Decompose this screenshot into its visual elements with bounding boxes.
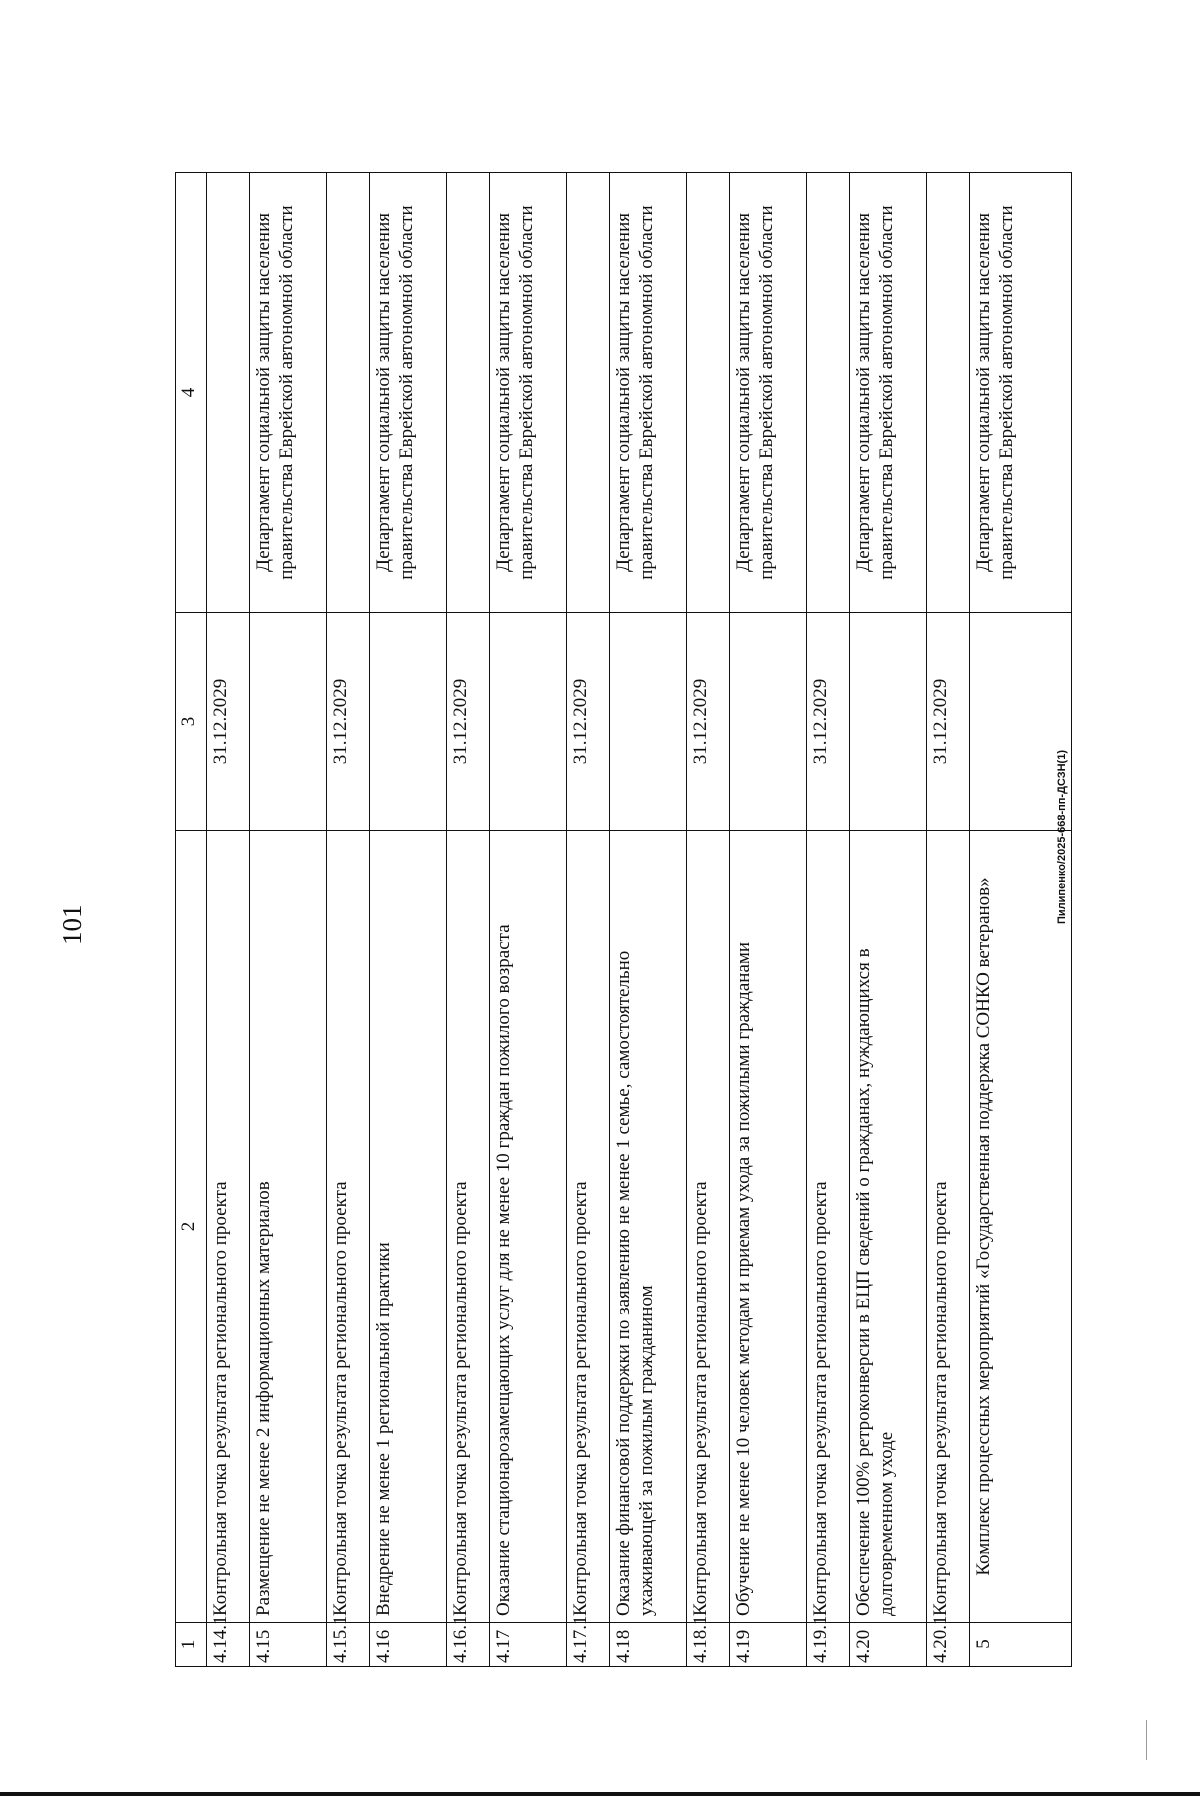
row-deadline: 31.12.2029 — [207, 613, 250, 831]
row-description: Обеспечение 100% ретроконверсии в ЕЦП сведений о гражданах, нуждающихся в долговременном уходе — [850, 831, 927, 1623]
header-cell-3: 3 — [176, 613, 207, 831]
table-row — [567, 173, 610, 1667]
table-row — [250, 173, 327, 1667]
row-description: Контрольная точка результата регионального проекта — [327, 831, 370, 1623]
row-deadline — [490, 613, 567, 831]
row-deadline — [250, 613, 327, 831]
plan-table — [175, 172, 1072, 1667]
row-responsible: Департамент социальной защиты населения правительства Еврейской автономной области — [370, 173, 447, 613]
row-description: Оказание стационарозамещающих услуг для не менее 10 граждан пожилого возраста — [490, 831, 567, 1623]
row-deadline: 31.12.2029 — [567, 613, 610, 831]
row-responsible — [687, 173, 730, 613]
row-description: Контрольная точка результата регионального проекта — [567, 831, 610, 1623]
table-row — [850, 173, 927, 1667]
table-row — [807, 173, 850, 1667]
row-responsible — [327, 173, 370, 613]
row-responsible: Департамент социальной защиты населения правительства Еврейской автономной области — [730, 173, 807, 613]
scan-edge-line — [0, 1792, 1200, 1796]
row-number: 4.18 — [610, 1623, 687, 1667]
row-description: Контрольная точка результата регионального проекта — [927, 831, 970, 1623]
row-description: Контрольная точка результата регионального проекта — [447, 831, 490, 1623]
row-number: 5 — [970, 1623, 1072, 1667]
row-description: Внедрение не менее 1 региональной практики — [370, 831, 447, 1623]
page-number: 101 — [57, 904, 87, 945]
row-number: 4.14.1 — [207, 1623, 250, 1667]
table-row — [687, 173, 730, 1667]
table-row — [610, 173, 687, 1667]
row-number: 4.20 — [850, 1623, 927, 1667]
header-row — [176, 173, 207, 1667]
row-responsible — [807, 173, 850, 613]
row-description: Размещение не менее 2 информационных материалов — [250, 831, 327, 1623]
row-number: 4.16 — [370, 1623, 447, 1667]
plan-table-container — [175, 173, 1072, 1667]
row-number: 4.20.1 — [927, 1623, 970, 1667]
row-deadline: 31.12.2029 — [327, 613, 370, 831]
row-number: 4.16.1 — [447, 1623, 490, 1667]
row-description: Обучение не менее 10 человек методам и приемам ухода за пожилыми гражданами — [730, 831, 807, 1623]
table-row — [730, 173, 807, 1667]
document-registration-code: Пилипенко/2025-668-пп-ДСЗН(1) — [1056, 750, 1068, 924]
row-responsible — [927, 173, 970, 613]
row-responsible: Департамент социальной защиты населения правительства Еврейской автономной области — [850, 173, 927, 613]
row-responsible — [447, 173, 490, 613]
table-row — [447, 173, 490, 1667]
row-description: Контрольная точка результата регионального проекта — [807, 831, 850, 1623]
row-deadline — [370, 613, 447, 831]
row-responsible: Департамент социальной защиты населения правительства Еврейской автономной области — [970, 173, 1072, 613]
row-responsible — [567, 173, 610, 613]
table-row — [327, 173, 370, 1667]
row-deadline — [610, 613, 687, 831]
row-responsible: Департамент социальной защиты населения правительства Еврейской автономной области — [250, 173, 327, 613]
row-deadline: 31.12.2029 — [927, 613, 970, 831]
row-responsible: Департамент социальной защиты населения правительства Еврейской автономной области — [610, 173, 687, 613]
plan-table-body — [176, 173, 1072, 1667]
table-row — [370, 173, 447, 1667]
header-cell-1: 1 — [176, 1623, 207, 1667]
row-description: Контрольная точка результата регионального проекта — [207, 831, 250, 1623]
table-row — [490, 173, 567, 1667]
row-description: Комплекс процессных мероприятий «Государственная поддержка СОНКО ветеранов» — [970, 831, 1072, 1623]
row-responsible — [207, 173, 250, 613]
row-deadline — [850, 613, 927, 831]
table-row — [207, 173, 250, 1667]
row-description: Контрольная точка результата регионального проекта — [687, 831, 730, 1623]
row-number: 4.17 — [490, 1623, 567, 1667]
row-number: 4.17.1 — [567, 1623, 610, 1667]
row-number: 4.19 — [730, 1623, 807, 1667]
row-number: 4.19.1 — [807, 1623, 850, 1667]
row-number: 4.18.1 — [687, 1623, 730, 1667]
row-deadline: 31.12.2029 — [447, 613, 490, 831]
row-responsible: Департамент социальной защиты населения правительства Еврейской автономной области — [490, 173, 567, 613]
row-deadline: 31.12.2029 — [807, 613, 850, 831]
scan-mark — [1146, 1720, 1147, 1760]
row-number: 4.15 — [250, 1623, 327, 1667]
header-cell-2: 2 — [176, 831, 207, 1623]
table-row — [927, 173, 970, 1667]
row-deadline — [730, 613, 807, 831]
row-deadline: 31.12.2029 — [687, 613, 730, 831]
row-number: 4.15.1 — [327, 1623, 370, 1667]
row-description: Оказание финансовой поддержки по заявлению не менее 1 семье, самостоятельно ухаживающей за пожилым гражданином — [610, 831, 687, 1623]
header-cell-4: 4 — [176, 173, 207, 613]
